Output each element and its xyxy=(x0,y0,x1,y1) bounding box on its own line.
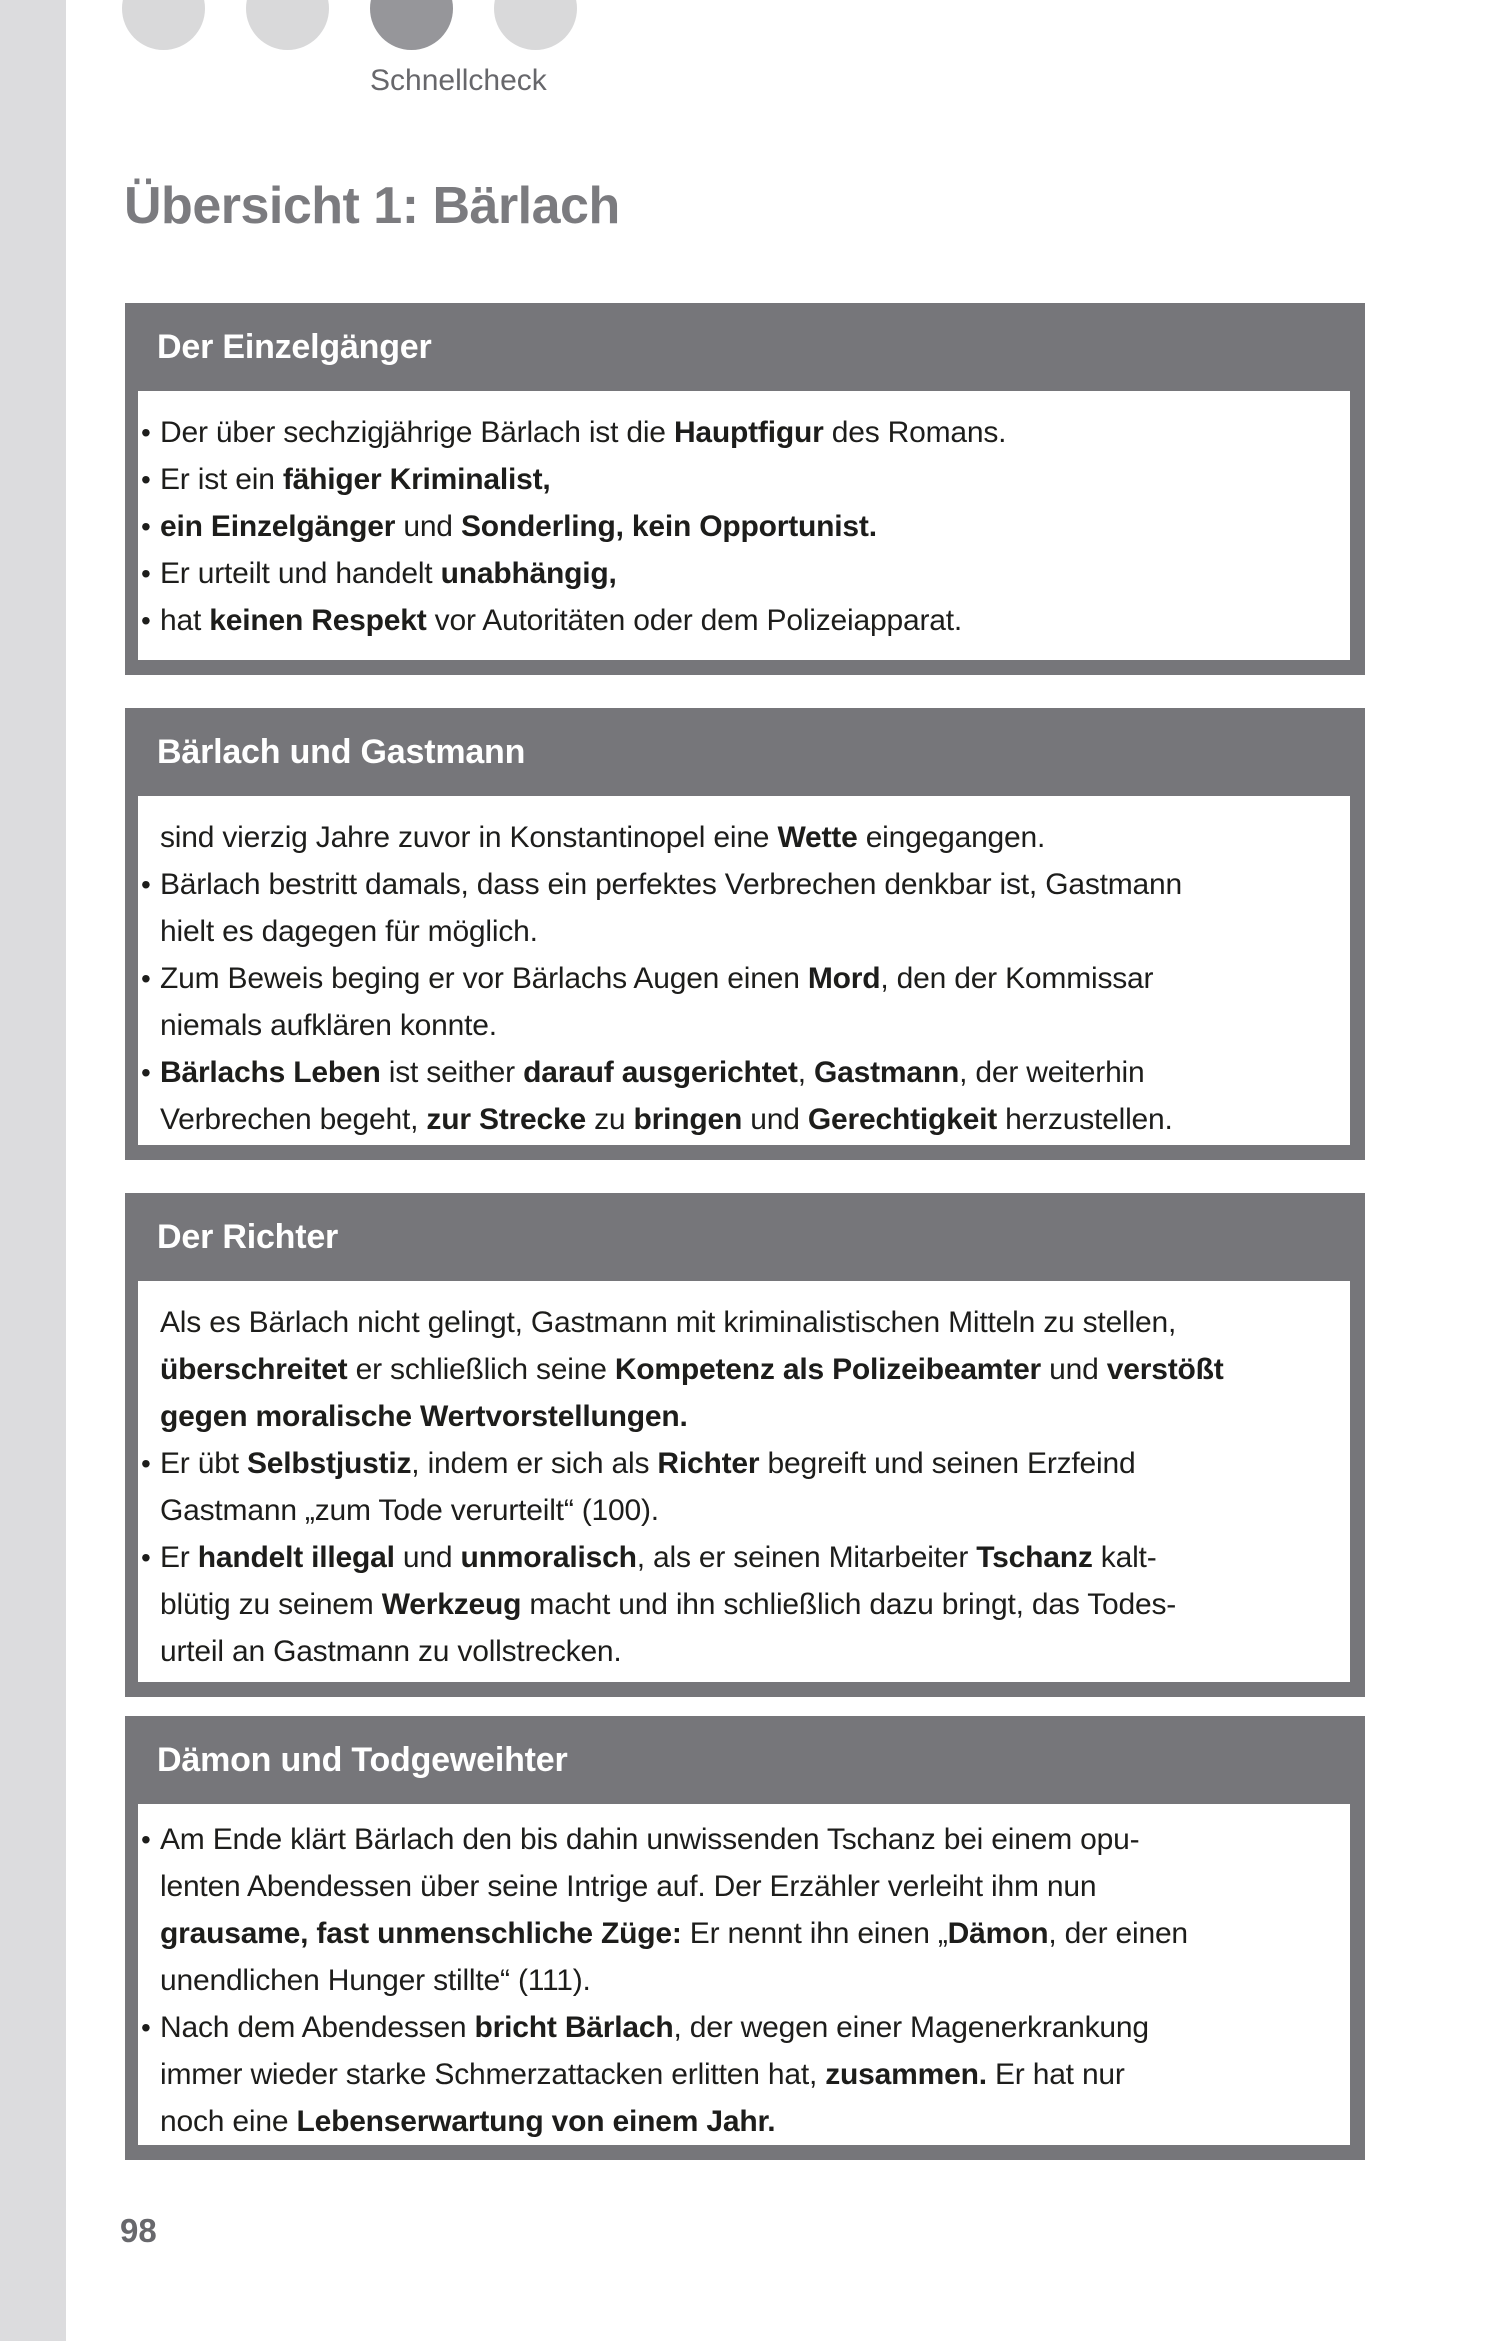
bullet-dot: • xyxy=(141,1448,151,1479)
page-margin-band xyxy=(0,0,66,2341)
page-title: Übersicht 1: Bärlach xyxy=(124,177,620,235)
text-line: noch eine Lebenserwartung von einem Jahr. xyxy=(160,2105,776,2138)
text-line: Gastmann „zum Tode verurteilt“ (100). xyxy=(160,1494,659,1527)
bullet-item xyxy=(141,1816,1332,2004)
text-line: • Zum Beweis beging er vor Bärlachs Augen einen Mord, den der Kommissar xyxy=(160,955,1332,1002)
progress-dot-light xyxy=(122,0,205,50)
bullet-item xyxy=(141,1534,1332,1675)
section-title: Der Einzelgänger xyxy=(157,327,432,366)
section-box xyxy=(125,708,1365,1160)
section-header xyxy=(125,1193,1365,1281)
page-number: 98 xyxy=(120,2212,157,2249)
section-body xyxy=(138,1281,1350,1682)
bullet-item xyxy=(141,597,1332,644)
bullet-dot: • xyxy=(141,963,151,994)
bullet-dot: • xyxy=(141,2012,151,2043)
bullet-item xyxy=(141,2004,1332,2145)
bullet-dot: • xyxy=(141,869,151,900)
text-line: unendlichen Hunger stillte“ (111). xyxy=(160,1964,591,1997)
bullet-item xyxy=(141,456,1332,503)
bullet-dot: • xyxy=(141,511,151,542)
paragraph-item xyxy=(160,814,1332,861)
section-body xyxy=(138,796,1350,1145)
text-line: gegen moralische Wertvorstellungen. xyxy=(160,1400,688,1433)
paragraph-item xyxy=(160,1299,1332,1440)
text-line: • hat keinen Respekt vor Autoritäten oder dem Polizeiapparat. xyxy=(160,597,1332,644)
bullet-item xyxy=(141,955,1332,1049)
section-box xyxy=(125,1193,1365,1697)
bullet-item xyxy=(141,550,1332,597)
text-line: überschreitet er schließlich seine Kompetenz als Polizeibeamter und verstößt xyxy=(160,1353,1224,1386)
text-line: hielt es dagegen für möglich. xyxy=(160,915,538,948)
text-line: • Nach dem Abendessen bricht Bärlach, der wegen einer Magenerkrankung xyxy=(160,2004,1332,2051)
progress-dot-dark xyxy=(370,0,453,50)
progress-dot-light xyxy=(246,0,329,50)
section-header xyxy=(125,1716,1365,1804)
text-line: Als es Bärlach nicht gelingt, Gastmann mit kriminalistischen Mitteln zu stellen, xyxy=(160,1306,1177,1339)
text-line: sind vierzig Jahre zuvor in Konstantinopel eine Wette eingegangen. xyxy=(160,821,1046,854)
bullet-dot: • xyxy=(141,464,151,495)
bullet-dot: • xyxy=(141,1824,151,1855)
progress-dots xyxy=(122,0,577,50)
text-line: • Bärlach bestritt damals, dass ein perfektes Verbrechen denkbar ist, Gastmann xyxy=(160,861,1332,908)
bullet-dot: • xyxy=(141,1057,151,1088)
section-box xyxy=(125,1716,1365,2160)
text-line: • Er übt Selbstjustiz, indem er sich als Richter begreift und seinen Erzfeind xyxy=(160,1440,1332,1487)
section-body xyxy=(138,391,1350,660)
text-line: lenten Abendessen über seine Intrige auf. Der Erzähler verleiht ihm nun xyxy=(160,1870,1097,1903)
section-box xyxy=(125,303,1365,675)
bullet-item xyxy=(141,861,1332,955)
text-line: • Am Ende klärt Bärlach den bis dahin unwissenden Tschanz bei einem opu- xyxy=(160,1816,1332,1863)
section-title: Der Richter xyxy=(157,1217,339,1256)
bullet-dot: • xyxy=(141,417,151,448)
text-line: • Er handelt illegal und unmoralisch, als er seinen Mitarbeiter Tschanz kalt- xyxy=(160,1534,1332,1581)
progress-dot-light xyxy=(494,0,577,50)
bullet-item xyxy=(141,1049,1332,1143)
section-header xyxy=(125,303,1365,391)
text-line: grausame, fast unmenschliche Züge: Er nennt ihn einen „Dämon, der einen xyxy=(160,1917,1188,1950)
text-line: blütig zu seinem Werkzeug macht und ihn schließlich dazu bringt, das Todes- xyxy=(160,1588,1177,1621)
section-body xyxy=(138,1804,1350,2145)
bullet-item xyxy=(141,409,1332,456)
section-title: Dämon und Todgeweihter xyxy=(157,1740,568,1779)
text-line: • ein Einzelgänger und Sonderling, kein Opportunist. xyxy=(160,503,1332,550)
text-line: • Er ist ein fähiger Kriminalist, xyxy=(160,456,1332,503)
bullet-item xyxy=(141,503,1332,550)
text-line: niemals aufklären konnte. xyxy=(160,1009,497,1042)
section-header xyxy=(125,708,1365,796)
text-line: • Bärlachs Leben ist seither darauf ausgerichtet, Gastmann, der weiterhin xyxy=(160,1049,1332,1096)
text-line: urteil an Gastmann zu vollstrecken. xyxy=(160,1635,622,1668)
schnellcheck-label: Schnellcheck xyxy=(370,64,547,97)
text-line: Verbrechen begeht, zur Strecke zu bringen und Gerechtigkeit herzustellen. xyxy=(160,1103,1173,1136)
text-line: • Der über sechzigjährige Bärlach ist die Hauptfigur des Romans. xyxy=(160,409,1332,456)
text-line: immer wieder starke Schmerzattacken erlitten hat, zusammen. Er hat nur xyxy=(160,2058,1125,2091)
bullet-item xyxy=(141,1440,1332,1534)
bullet-dot: • xyxy=(141,1542,151,1573)
bullet-dot: • xyxy=(141,558,151,589)
section-title: Bärlach und Gastmann xyxy=(157,732,526,771)
bullet-dot: • xyxy=(141,605,151,636)
text-line: • Er urteilt und handelt unabhängig, xyxy=(160,550,1332,597)
